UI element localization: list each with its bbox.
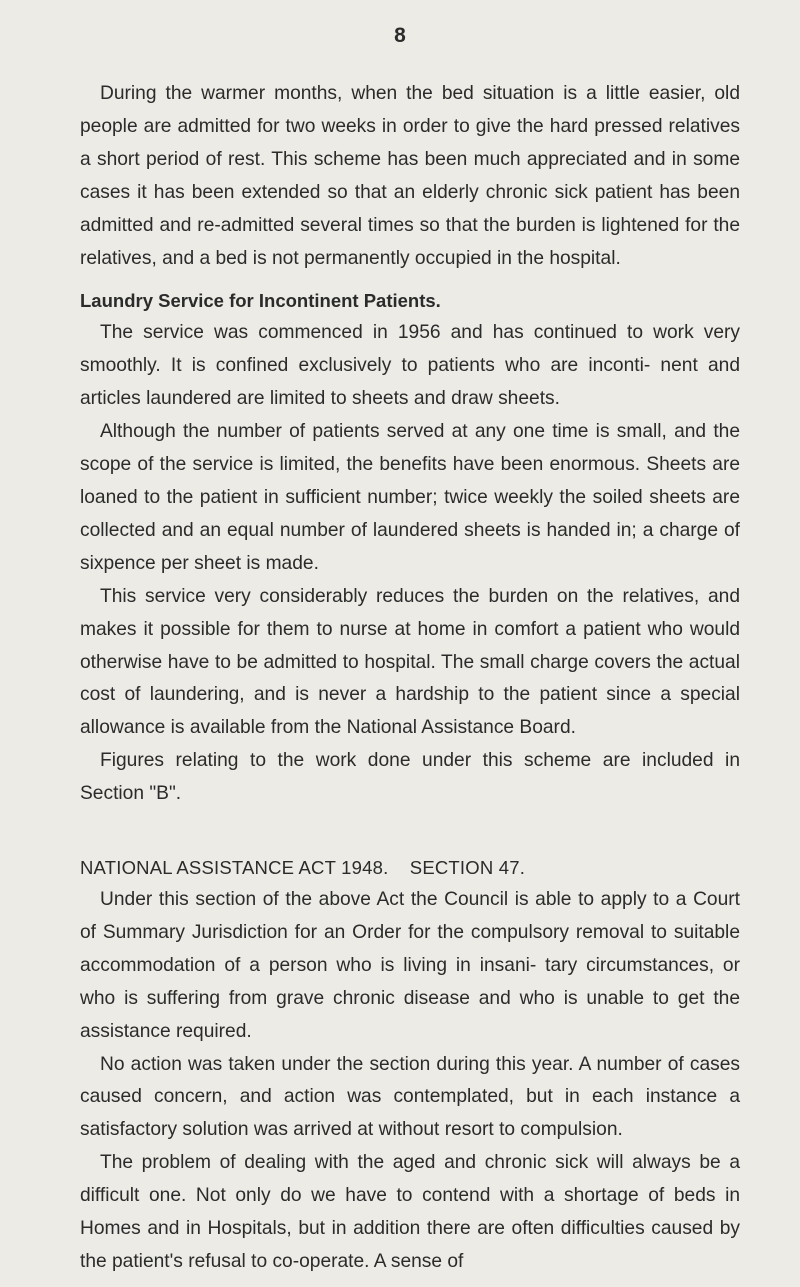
laundry-paragraph-2: Although the number of patients served at any one time is small, and the scope of the service is limited, the benefits have been enormous. Sheets are loaned to the patient in sufficient number; twice weekly the soiled sheets are collected and an equal number of laundered sheets is handed in; a charge of sixpence per sheet is made. — [80, 421, 740, 574]
intro-paragraph: During the warmer months, when the bed situation is a little easier, old people are admitted for two weeks in order to give the hard pressed relatives a short period of rest. This scheme has been much appreciated and in some cases it has been extended so that an elderly chronic sick patient has been admitted and re-admitted several times so that the burden is lightened for the relatives, and a bed is not permanently occupied in the hospital. — [80, 83, 740, 269]
laundry-paragraph-3: This service very considerably reduces the burden on the relatives, and makes it possible for them to nurse at home in comfort a patient who would otherwise have to be admitted to hospital. The small charge covers the actual cost of laundering, and is never a hardship to the patient since a special allowance is available from the National Assistance Board. — [80, 585, 740, 739]
national-assistance-paragraph-1: Under this section of the above Act the Council is able to apply to a Court of Summary Jurisdiction for an Order for the compulsory removal to suitable accommodation of a person who is living in insani- tary circumstances, or who is suffering from grave chronic disease and who is unable to get the assistance required. — [80, 889, 740, 1042]
laundry-service-heading: Laundry Service for Incontinent Patients. — [80, 290, 441, 312]
national-assistance-heading: NATIONAL ASSISTANCE ACT 1948. SECTION 47. — [80, 857, 526, 879]
national-assistance-paragraph-3: The problem of dealing with the aged and chronic sick will always be a difficult one. Not only do we have to contend with a shortage of beds in Homes and in Hospitals, but in addition there are often difficulties caused by the patient's refusal to co-operate. A sense of — [80, 1152, 740, 1272]
page-body — [80, 78, 740, 1279]
laundry-paragraph-4: Figures relating to the work done under this scheme are included in Section "B". — [80, 750, 740, 805]
page-number: 8 — [394, 24, 406, 47]
laundry-paragraph-1: The service was commenced in 1956 and has continued to work very smoothly. It is confined exclusively to patients who are inconti- nent and articles laundered are limited to sheets and draw sheets. — [80, 322, 740, 410]
national-assistance-paragraph-2: No action was taken under the section during this year. A number of cases caused concern, and action was contemplated, but in each instance a satisfactory solution was arrived at without resort to compulsion. — [80, 1053, 740, 1141]
